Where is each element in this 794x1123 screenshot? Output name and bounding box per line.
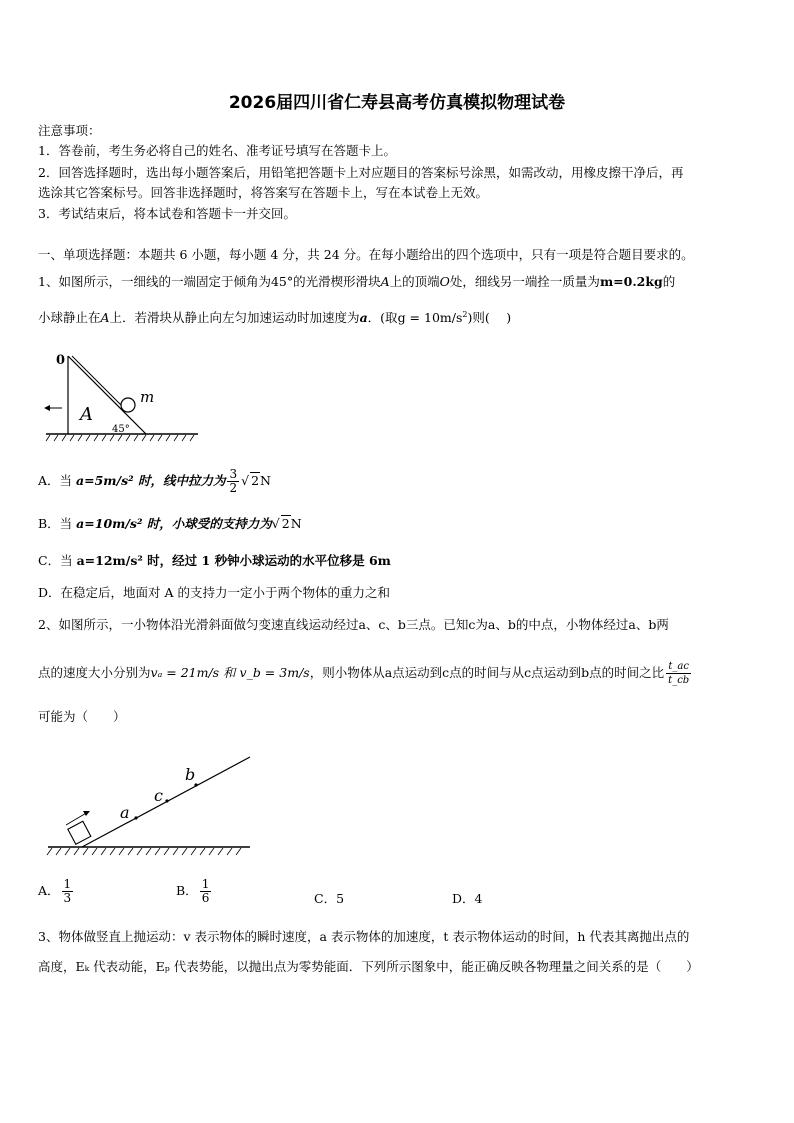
q2-option-a[interactable]: A． $\frac{1}{3}$	[38, 877, 72, 905]
section-heading: 一、单项选择题：本题共 6 小题，每小题 4 分，共 24 分。在每小题给出的四个选项中，只有一项是符合题目要求的。	[38, 247, 694, 262]
notice-item-1: 1．答卷前，考生务必将自己的姓名、准考证号填写在答题卡上。	[38, 143, 396, 158]
notice-item-3: 3．考试结束后，将本试卷和答题卡一并交回。	[38, 206, 296, 221]
q2-option-d[interactable]: D．4	[452, 891, 483, 906]
q1-option-a[interactable]: A．当 a=5m/s² 时，线中拉力为 $\frac{3}{2}$ √ 2N	[38, 467, 271, 495]
page-title: 2026届四川省仁寿县高考仿真模拟物理试卷	[228, 93, 566, 113]
q2-stem-line3: 可能为（ ）	[38, 709, 126, 724]
q2-incline-figure	[42, 750, 252, 860]
q1-option-b[interactable]: B．当 a=10m/s² 时，小球受的支持力为√ 2N	[38, 516, 302, 531]
q2-option-b[interactable]: B． $\frac{1}{6}$	[176, 877, 210, 905]
q3-stem-line2: 高度，Eₖ 代表动能，Eₚ 代表势能，以抛出点为零势能面．下列所示图象中，能正确反映各物理量之间关系的是（ ）	[38, 959, 699, 974]
notice-heading: 注意事项：	[38, 123, 101, 138]
q2-stem-line1: 2、如图所示，一小物体沿光滑斜面做匀变速直线运动经过a、c、b三点。已知c为a、b的中点，小物体经过a、b两	[38, 617, 669, 632]
q1-stem-line1: 1、如图所示，一细线的一端固定于倾角为45°的光滑楔形滑块A上的顶端O处，细线另一端拴一质量为m=0.2kg的	[38, 274, 676, 289]
fig2-label-a: a	[120, 803, 130, 822]
q1-option-d[interactable]: D．在稳定后，地面对 A 的支持力一定小于两个物体的重力之和	[38, 585, 390, 600]
notice-item-2-cont: 选涂其它答案标号。回答非选择题时，将答案写在答题卡上，写在本试卷上无效。	[38, 185, 489, 200]
q2-stem-line2: 点的速度大小分别为vₐ = 21m/s 和 v_b = 3m/s，则小物体从a点运动到c点的时间与从c点运动到b点的时间之比 $\frac{t\_ac}{t\_cb}$	[38, 661, 690, 686]
q2-option-c[interactable]: C．5	[314, 891, 345, 906]
q1-option-c[interactable]: C．当 a=12m/s² 时，经过 1 秒钟小球运动的水平位移是 6m	[38, 553, 391, 568]
fig1-label-a: A	[80, 404, 93, 425]
fig1-label-o: 0	[56, 353, 66, 368]
fig1-label-angle: 45°	[112, 424, 130, 435]
fig2-label-b: b	[185, 765, 196, 784]
fig1-label-m: m	[140, 388, 155, 406]
q3-stem-line1: 3、物体做竖直上抛运动：v 表示物体的瞬时速度，a 表示物体的加速度，t 表示物体运动的时间，h 代表其离抛出点的	[38, 929, 690, 944]
fig2-label-c: c	[154, 786, 163, 805]
notice-item-2: 2．回答选择题时，选出每小题答案后，用铅笔把答题卡上对应题目的答案标号涂黑，如需改动，用橡皮擦干净后，再	[38, 165, 684, 180]
q1-stem-line2: 小球静止在A上．若滑块从静止向左匀加速运动时加速度为a．(取$g = 10m/s^2$)则( )	[38, 309, 512, 325]
q1-wedge-figure	[42, 346, 202, 442]
